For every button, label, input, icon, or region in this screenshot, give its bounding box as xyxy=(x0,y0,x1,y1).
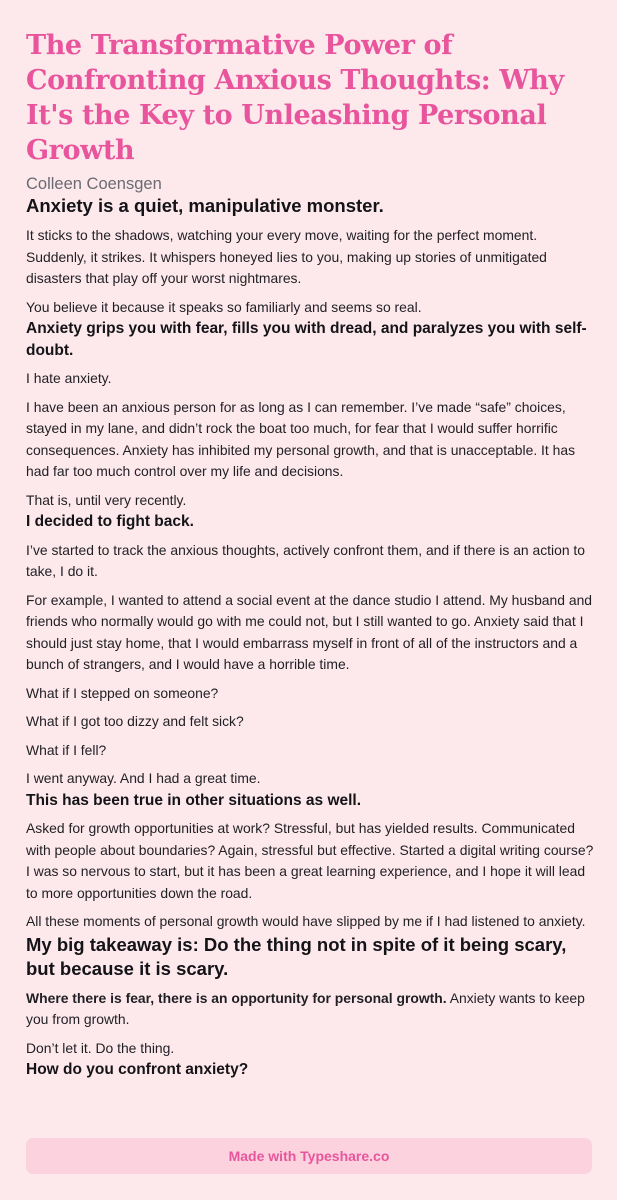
footer-label: Made with Typeshare.co xyxy=(228,1148,390,1164)
section-heading-6: How do you confront anxiety? xyxy=(26,1061,249,1078)
section-heading-3: I decided to fight back. xyxy=(26,513,194,530)
paragraph: Asked for growth opportunities at work? Stressful, but has yielded results. Communicated with people about boundaries? Again, stressful but effective. Started a digital writing course? I was so nervous to start, but it has been a great learning experience, and I hope it will lead to more opportunities down the road. xyxy=(26,820,594,901)
paragraph: I went anyway. And I had a great time. xyxy=(26,770,261,786)
article xyxy=(26,28,594,1081)
paragraph: I have been an anxious person for as long as I can remember. I’ve made “safe” choices, stayed in my lane, and didn’t rock the boat too much, for fear that I would suffer horrific consequences. Anxiety has inhibited my personal growth, and that is unacceptable. It has had far too much control over my life and decisions. xyxy=(26,398,576,479)
paragraph: I hate anxiety. xyxy=(26,370,112,386)
paragraph: All these moments of personal growth would have slipped by me if I had listened to anxiety. xyxy=(26,913,586,929)
section-heading-2: Anxiety grips you with fear, fills you with dread, and paralyzes you with self-doubt. xyxy=(26,320,587,359)
article-author: Colleen Coensgen xyxy=(26,175,162,193)
paragraph: That is, until very recently. xyxy=(26,491,187,508)
paragraph: Don’t let it. Do the thing. xyxy=(26,1039,175,1056)
bold-phrase: Where there is fear, there is an opportunity for personal growth. xyxy=(26,989,447,1006)
paragraph: It sticks to the shadows, watching your every move, waiting for the perfect moment. Suddenly, it strikes. It whispers honeyed lies to you, making up stories of unmitigated disasters that play off your worst nightmares. xyxy=(26,227,547,286)
paragraph: What if I stepped on someone? xyxy=(26,684,219,701)
paragraph-rest: Anxiety wants to keep you from growth. xyxy=(26,989,585,1027)
paragraph: You believe it because it speaks so familiarly and seems so real. xyxy=(26,298,422,315)
paragraph: What if I fell? xyxy=(26,741,107,758)
section-heading-1: Anxiety is a quiet, manipulative monster. xyxy=(26,195,384,216)
paragraph: I’ve started to track the anxious thoughts, actively confront them, and if there is an action to take, I do it. xyxy=(26,541,586,579)
paragraph: What if I got too dizzy and felt sick? xyxy=(26,713,244,729)
made-with-typeshare-footer[interactable] xyxy=(26,1138,592,1174)
article-title: The Transformative Power of Confronting Anxious Thoughts: Why It's the Key to Unleashing Personal Growth xyxy=(26,30,564,166)
section-heading-5: My big takeaway is: Do the thing not in spite of it being scary, but because it is scary. xyxy=(26,933,567,979)
section-heading-4: This has been true in other situations as well. xyxy=(26,791,362,809)
paragraph xyxy=(26,988,594,1031)
paragraph: For example, I wanted to attend a social event at the dance studio I attend. My husband and friends who normally would go with me could not, but I still wanted to go. Anxiety said that I should just stay home, that I would embarrass myself in front of all of the instructors and a bunch of strangers, and I would have a horrible time. xyxy=(26,591,593,672)
